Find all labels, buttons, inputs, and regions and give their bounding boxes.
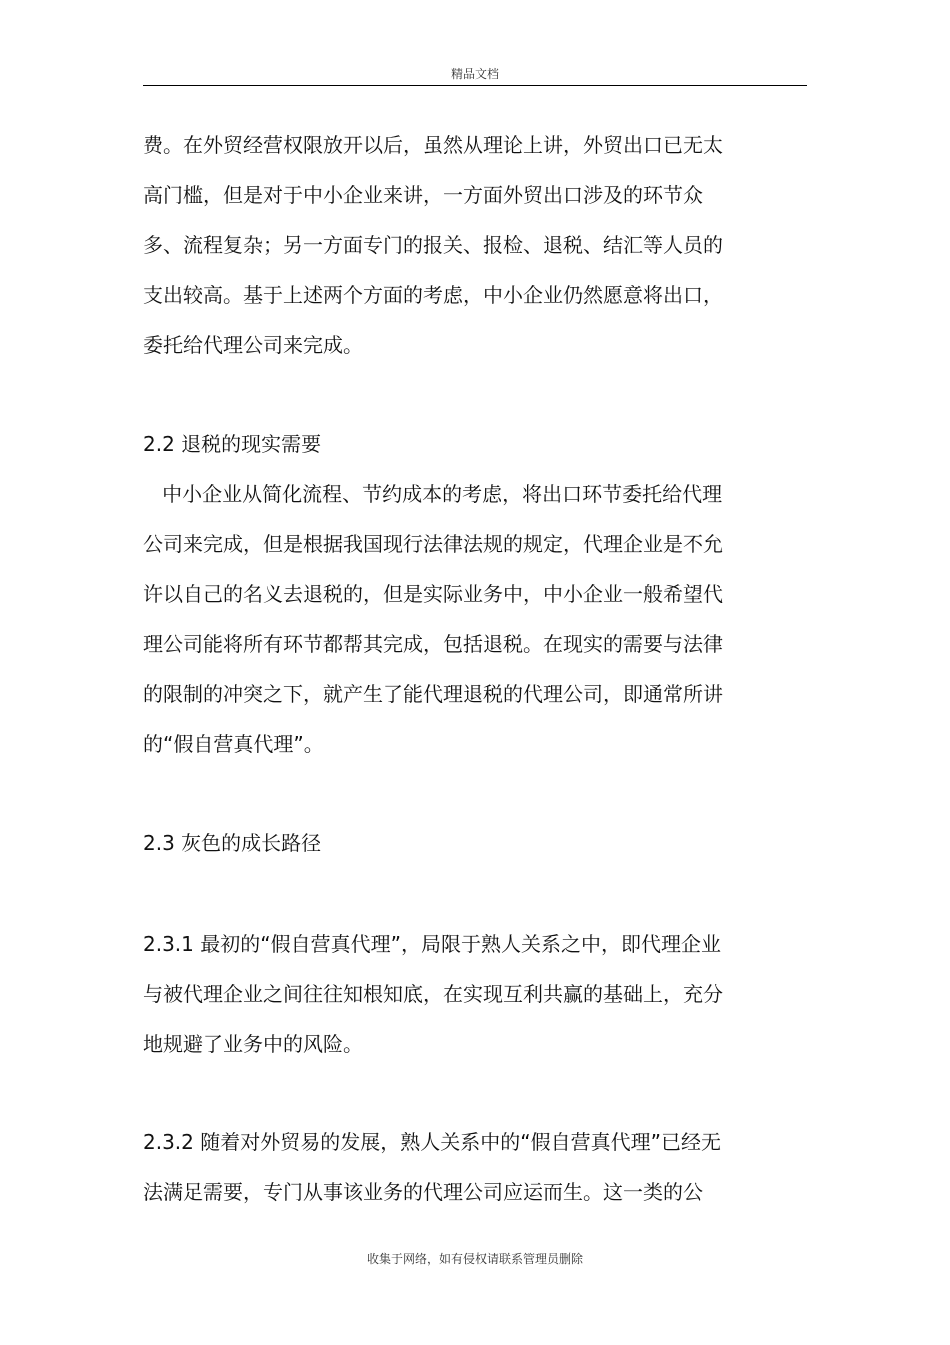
section-heading: 2.3 灰色的成长路径 [143, 831, 322, 855]
paragraph-line: 多、流程复杂；另一方面专门的报关、报检、退税、结汇等人员的 [143, 233, 723, 257]
paragraph-line: 理公司能将所有环节都帮其完成，包括退税。在现实的需要与法律 [143, 632, 723, 656]
paragraph-line: 委托给代理公司来完成。 [143, 333, 363, 357]
paragraph-line: 高门槛，但是对于中小企业来讲，一方面外贸出口涉及的环节众 [143, 183, 703, 207]
paragraph-line: 与被代理企业之间往往知根知底，在实现互利共赢的基础上，充分 [143, 982, 723, 1006]
paragraph-line: 2.3.1 最初的“假自营真代理”，局限于熟人关系之中，即代理企业 [143, 932, 721, 956]
header-divider [143, 85, 807, 86]
paragraph-line: 公司来完成，但是根据我国现行法律法规的规定，代理企业是不允 [143, 532, 723, 556]
paragraph-line: 2.3.2 随着对外贸易的发展，熟人关系中的“假自营真代理”已经无 [143, 1130, 721, 1154]
paragraph-line: 地规避了业务中的风险。 [143, 1032, 363, 1056]
paragraph-line: 的“假自营真代理”。 [143, 732, 324, 756]
paragraph-line: 法满足需要，专门从事该业务的代理公司应运而生。这一类的公 [143, 1180, 703, 1204]
paragraph-line: 支出较高。基于上述两个方面的考虑，中小企业仍然愿意将出口， [143, 283, 723, 307]
paragraph-line: 许以自己的名义去退税的，但是实际业务中，中小企业一般希望代 [143, 582, 723, 606]
paragraph-line: 费。在外贸经营权限放开以后，虽然从理论上讲，外贸出口已无太 [143, 133, 723, 157]
page-header: 精品文档 [450, 67, 499, 81]
page-footer: 收集于网络，如有侵权请联系管理员删除 [366, 1252, 583, 1266]
paragraph-line: 的限制的冲突之下，就产生了能代理退税的代理公司，即通常所讲 [143, 682, 723, 706]
paragraph-line: 中小企业从简化流程、节约成本的考虑，将出口环节委托给代理 [143, 482, 723, 506]
section-heading: 2.2 退税的现实需要 [143, 432, 322, 456]
